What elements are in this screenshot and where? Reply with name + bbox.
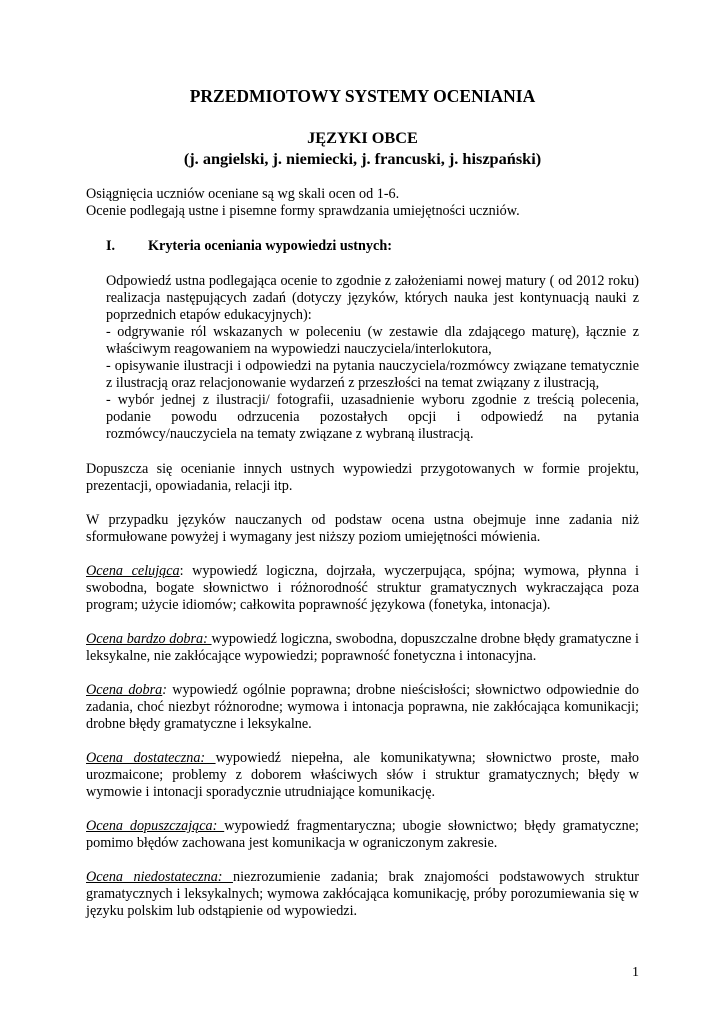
grade-text: wypowiedź ogólnie poprawna; drobne nieścisłości; słownictwo odpowiednie do zadania, choć niezbyt różnorodne; wymowa i intonacja poprawna, nie zakłócająca komunikacji; drobne błędy gramatyczne i leksykalne.: [86, 682, 639, 732]
subtitle-line-1: JĘZYKI OBCE: [307, 128, 418, 147]
section-heading: [106, 238, 639, 255]
intro-block: [86, 186, 639, 220]
grade-label: Ocena dostateczna:: [86, 750, 216, 766]
grade-suffix: :: [179, 563, 184, 579]
grade-celujaca: [86, 563, 639, 614]
grade-label: Ocena celująca: [86, 563, 180, 579]
paragraph-beginners: W przypadku języków nauczanych od podstaw ocena ustna obejmuje inne zadania niż sformułowane powyżej i wymagany jest niższy poziom umiejętności mówienia.: [86, 512, 639, 545]
section-heading-text: Kryteria oceniania wypowiedzi ustnych:: [148, 238, 392, 254]
grade-bardzo-dobra: [86, 631, 639, 665]
document-title: PRZEDMIOTOWY SYSTEMY OCENIANIA: [189, 86, 536, 106]
section-body: [106, 273, 639, 443]
grade-text: wypowiedź logiczna, swobodna, dopuszczalne drobne błędy gramatyczne i leksykalne, nie zakłócające wypowiedzi; poprawność fonetyczna i intonacyjna.: [86, 631, 639, 664]
grade-text: wypowiedź niepełna, ale komunikatywna; słownictwo proste, mało urozmaicone; problemy z doborem właściwych słów i struktur gramatycznych; błędy w wymowie i intonacji sporadycznie utrudniające komunikację.: [86, 750, 639, 800]
subtitle-line-2: (j. angielski, j. niemiecki, j. francuski, j. hiszpański): [183, 149, 542, 168]
grade-text: niezrozumienie zadania; brak znajomości podstawowych struktur gramatycznych i leksykalnych; wymowa zakłócająca komunikację, próby porozumiewania się w języku polskim lub odstąpienie od wypowiedzi.: [86, 869, 640, 919]
section-item-3: - wybór jednej z ilustracji/ fotografii, uzasadnienie wyboru zgodnie z treścią polecenia, podanie powodu odrzucenia pozostałych opcji i odpowiedź na pytania rozmówcy/nauczyciela na tematy związane z wybraną ilustracją.: [106, 392, 639, 442]
grade-label: Ocena dopuszczająca:: [86, 818, 225, 834]
grade-label: Ocena dobra: [86, 682, 163, 698]
document-subtitle: [86, 127, 639, 169]
grade-dopuszczajaca: [86, 818, 639, 852]
grade-text: wypowiedź fragmentaryczna; ubogie słownictwo; błędy gramatyczne; pomimo błędów zachowana jest komunikacja w ograniczonym zakresie.: [86, 818, 639, 851]
intro-line-1: Osiągnięcia uczniów oceniane są wg skali ocen od 1-6.: [86, 186, 400, 202]
page-number: 1: [632, 965, 639, 980]
grade-label: Ocena bardzo dobra:: [86, 631, 212, 647]
section-lead: Odpowiedź ustna podlegająca ocenie to zgodnie z założeniami nowej matury ( od 2012 roku) realizacja następujących zadań (dotyczy języków, których nauka jest kontynuacją nauki z poprzednich etapów edukacyjnych):: [106, 273, 639, 323]
grade-suffix: :: [162, 682, 167, 698]
grade-niedostateczna: [86, 869, 639, 920]
paragraph-other-forms: Dopuszcza się ocenianie innych ustnych wypowiedzi przygotowanych w formie projektu, prezentacji, opowiadania, relacji itp.: [86, 461, 639, 494]
document-page: [86, 86, 639, 937]
grade-dobra: [86, 682, 639, 733]
section-item-1: - odgrywanie ról wskazanych w poleceniu (w zestawie dla zdającego maturę), łącznie z właściwym reagowaniem na wypowiedzi nauczyciela/interlokutora,: [106, 324, 639, 357]
section-item-2: - opisywanie ilustracji i odpowiedzi na pytania nauczyciela/rozmówcy związane tematycznie z ilustracją oraz relacjonowanie wydarzeń z przeszłości na temat związany z ilustracją,: [106, 358, 639, 391]
section-number: I.: [106, 238, 116, 254]
intro-line-2: Ocenie podlegają ustne i pisemne formy sprawdzania umiejętności uczniów.: [86, 203, 520, 219]
grade-text: wypowiedź logiczna, dojrzała, wyczerpująca, spójna; wymowa, płynna i swobodna, bogate słownictwo i różnorodność struktur gramatycznych wykraczająca poza program; użycie idiomów; całkowita poprawność językowa (fonetyka, intonacja).: [86, 563, 639, 613]
grade-label: Ocena niedostateczna:: [86, 869, 233, 885]
grade-dostateczna: [86, 750, 639, 801]
